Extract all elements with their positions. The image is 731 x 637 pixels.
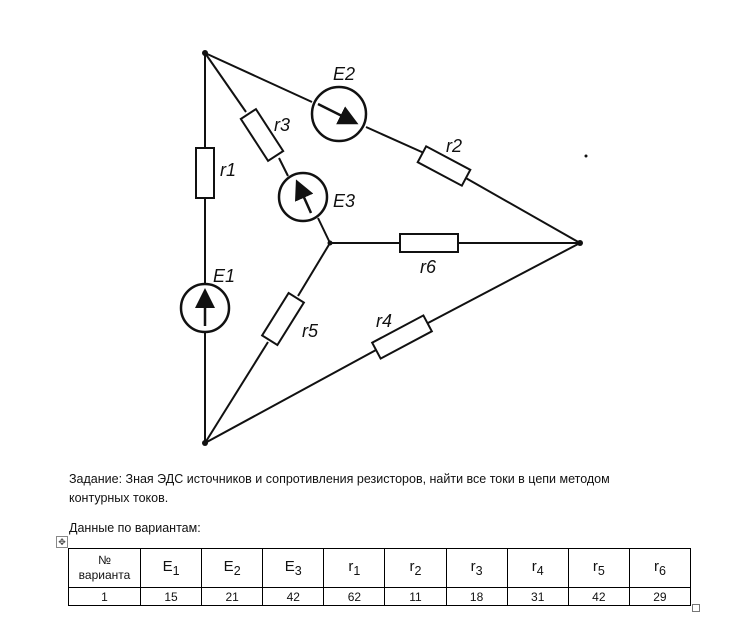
label-r4: r4 bbox=[376, 311, 393, 331]
cell-e2[interactable]: 21 bbox=[202, 588, 263, 606]
header-r3: $r_3$ bbox=[446, 549, 507, 588]
cell-e1[interactable]: 15 bbox=[141, 588, 202, 606]
label-r5: r5 bbox=[302, 321, 319, 341]
wire-r3-e3 bbox=[279, 158, 288, 176]
cell-e3[interactable]: 42 bbox=[263, 588, 324, 606]
wire-bottom-r4 bbox=[205, 350, 376, 443]
node-bottom bbox=[202, 440, 208, 446]
header-r6: $r_6$ bbox=[629, 549, 690, 588]
header-e2: $E_2$ bbox=[202, 549, 263, 588]
header-e3: $E_3$ bbox=[263, 549, 324, 588]
header-e1: $E_1$ bbox=[141, 549, 202, 588]
wire-e3-center bbox=[318, 218, 330, 243]
cell-r3[interactable]: 18 bbox=[446, 588, 507, 606]
cell-variant[interactable]: 1 bbox=[69, 588, 141, 606]
label-r6: r6 bbox=[420, 257, 437, 277]
wire-center-r5 bbox=[298, 243, 330, 296]
label-e3: E3 bbox=[333, 191, 356, 211]
wire-e2-r2 bbox=[366, 127, 424, 153]
label-e1: E1 bbox=[213, 266, 236, 286]
wire-r2-right bbox=[464, 177, 580, 243]
label-r3: r3 bbox=[274, 115, 291, 135]
header-r1: $r_1$ bbox=[324, 549, 385, 588]
wire-r5-bottom bbox=[205, 342, 268, 443]
cell-r5[interactable]: 42 bbox=[568, 588, 629, 606]
move-cross-icon[interactable]: ✥ bbox=[56, 536, 68, 548]
wire-r4-right bbox=[428, 243, 580, 323]
cell-r1[interactable]: 62 bbox=[324, 588, 385, 606]
resistor-r5 bbox=[262, 293, 304, 345]
header-r2: $r_2$ bbox=[385, 549, 446, 588]
table-header-row bbox=[69, 549, 691, 588]
table-row bbox=[69, 588, 691, 606]
resistor-r1 bbox=[196, 148, 214, 198]
node-center bbox=[328, 241, 333, 246]
label-e2: E2 bbox=[333, 64, 356, 84]
task-text: Задание: Зная ЭДС источников и сопротивления резисторов, найти все токи в цепи методом контурных токов. bbox=[69, 472, 610, 505]
resistor-r6 bbox=[400, 234, 458, 252]
header-r4: $r_4$ bbox=[507, 549, 568, 588]
header-variant: № варианта bbox=[69, 549, 141, 588]
variants-heading: Данные по вариантам: bbox=[69, 521, 201, 535]
node-top bbox=[202, 50, 208, 56]
label-r1: r1 bbox=[220, 160, 237, 180]
label-r2: r2 bbox=[446, 136, 463, 156]
header-r5: $r_5$ bbox=[568, 549, 629, 588]
cell-r2[interactable]: 11 bbox=[385, 588, 446, 606]
cell-r4[interactable]: 31 bbox=[507, 588, 568, 606]
resize-square-icon[interactable] bbox=[692, 604, 700, 612]
resistor-r2 bbox=[418, 146, 471, 185]
cell-r6[interactable]: 29 bbox=[629, 588, 690, 606]
variants-table bbox=[68, 548, 691, 606]
node-right bbox=[577, 240, 583, 246]
